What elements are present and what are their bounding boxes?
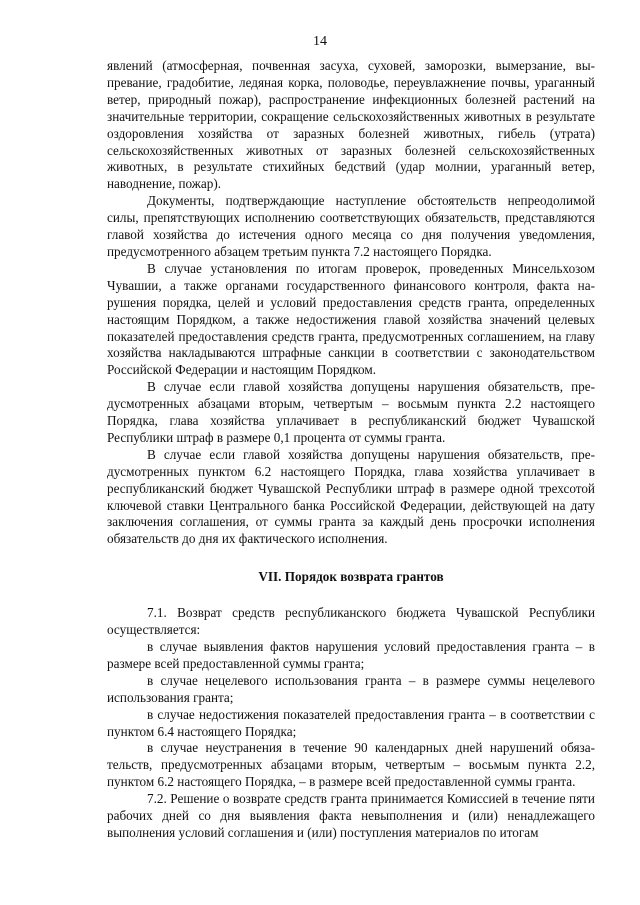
body-paragraph: 7.2. Решение о возврате средств гранта принимается Комиссией в течение пяти рабочих дней со дня выявления факта невыполнения и (или) ненадлежащего выполнения условий соглашения и (или) поступления материалов по итогам: [107, 791, 595, 840]
body-paragraph: явлений (атмосферная, почвенная засуха, суховей, заморозки, вымерзание, выпревание, градобитие, ледяная корка, половодье, переувлажнение почвы, ураганный ветер, природный пожар), распространение инфекционных болезней растений на значительные территории, сокращение сельскохозяйственных животных в результате оздоровления хозяйства от заразных болезней животных, гибель (утрата) сельскохозяйственных животных от заразных болезней сельскохозяйственных животных, в результате стихийных бедствий (удар молнии, ураганный ветер, наводнение, пожар).: [107, 58, 595, 192]
body-paragraph: 7.1. Возврат средств республиканского бюджета Чувашской Республики осуществляется:: [107, 605, 595, 638]
body-paragraph: в случае нецелевого использования гранта – в размере суммы нецелевого использования гранта;: [107, 672, 595, 705]
body-paragraph: В случае установления по итогам проверок, проведенных Минсельхозом Чувашии, а также органами государственного финансового контроля, факта нарушения порядка, целей и условий предоставления средств гранта, определенных настоящим Порядком, а также недостижения главой хозяйства значений целевых показателей предоставления средств гранта, предусмотренных соглашением, на главу хозяйства накладываются штрафные санкции в соответствии с законодательством Российской Федерации и настоящим Порядком.: [107, 260, 595, 378]
body-paragraph: в случае недостижения показателей предоставления гранта – в соответствии с пунктом 6.4 настоящего Порядка;: [107, 706, 595, 739]
body-paragraph: Документы, подтверждающие наступление обстоятельств непреодолимой силы, препятствующих исполнению соответствующих обязательств, представляются главой хозяйства до истечения одного месяца со дня получения уведомления, предусмотренного абзацем третьим пункта 7.2 настоящего Порядка.: [107, 193, 595, 259]
body-paragraph: в случае неустранения в течение 90 календарных дней нарушений обязательств, предусмотренных абзацами вторым, четвертым – восьмым пункта 2.2, пунктом 6.2 настоящего Порядка, – в размере всей предоставленной суммы гранта.: [107, 740, 595, 790]
paragraphs-before-section: [107, 58, 595, 548]
body-paragraph: В случае если главой хозяйства допущены нарушения обязательств, предусмотренных пунктом 6.2 настоящего Порядка, глава хозяйства уплачивает в республиканский бюджет Чувашской Республики штраф в размере одной трехсотой ключевой ставки Центрального банка Российской Федерации, действующей на дату заключения соглашения, от суммы гранта за каждый день просрочки исполнения обязательств до дня их фактического исполнения.: [107, 446, 595, 547]
document-body: [107, 58, 595, 842]
body-paragraph: В случае если главой хозяйства допущены нарушения обязательств, предусмотренных абзацами вторым, четвертым – восьмым пункта 2.2 настоящего Порядка, глава хозяйства уплачивает в республиканский бюджет Чувашской Республики штраф в размере 0,1 процента от суммы гранта.: [107, 379, 595, 445]
body-paragraph: в случае выявления фактов нарушения условий предоставления гранта – в размере всей предоставленной суммы гранта;: [107, 639, 595, 671]
page-number: 14: [313, 34, 327, 49]
paragraphs-after-section: [107, 605, 595, 842]
section-title: VII. Порядок возврата грантов: [258, 569, 444, 585]
